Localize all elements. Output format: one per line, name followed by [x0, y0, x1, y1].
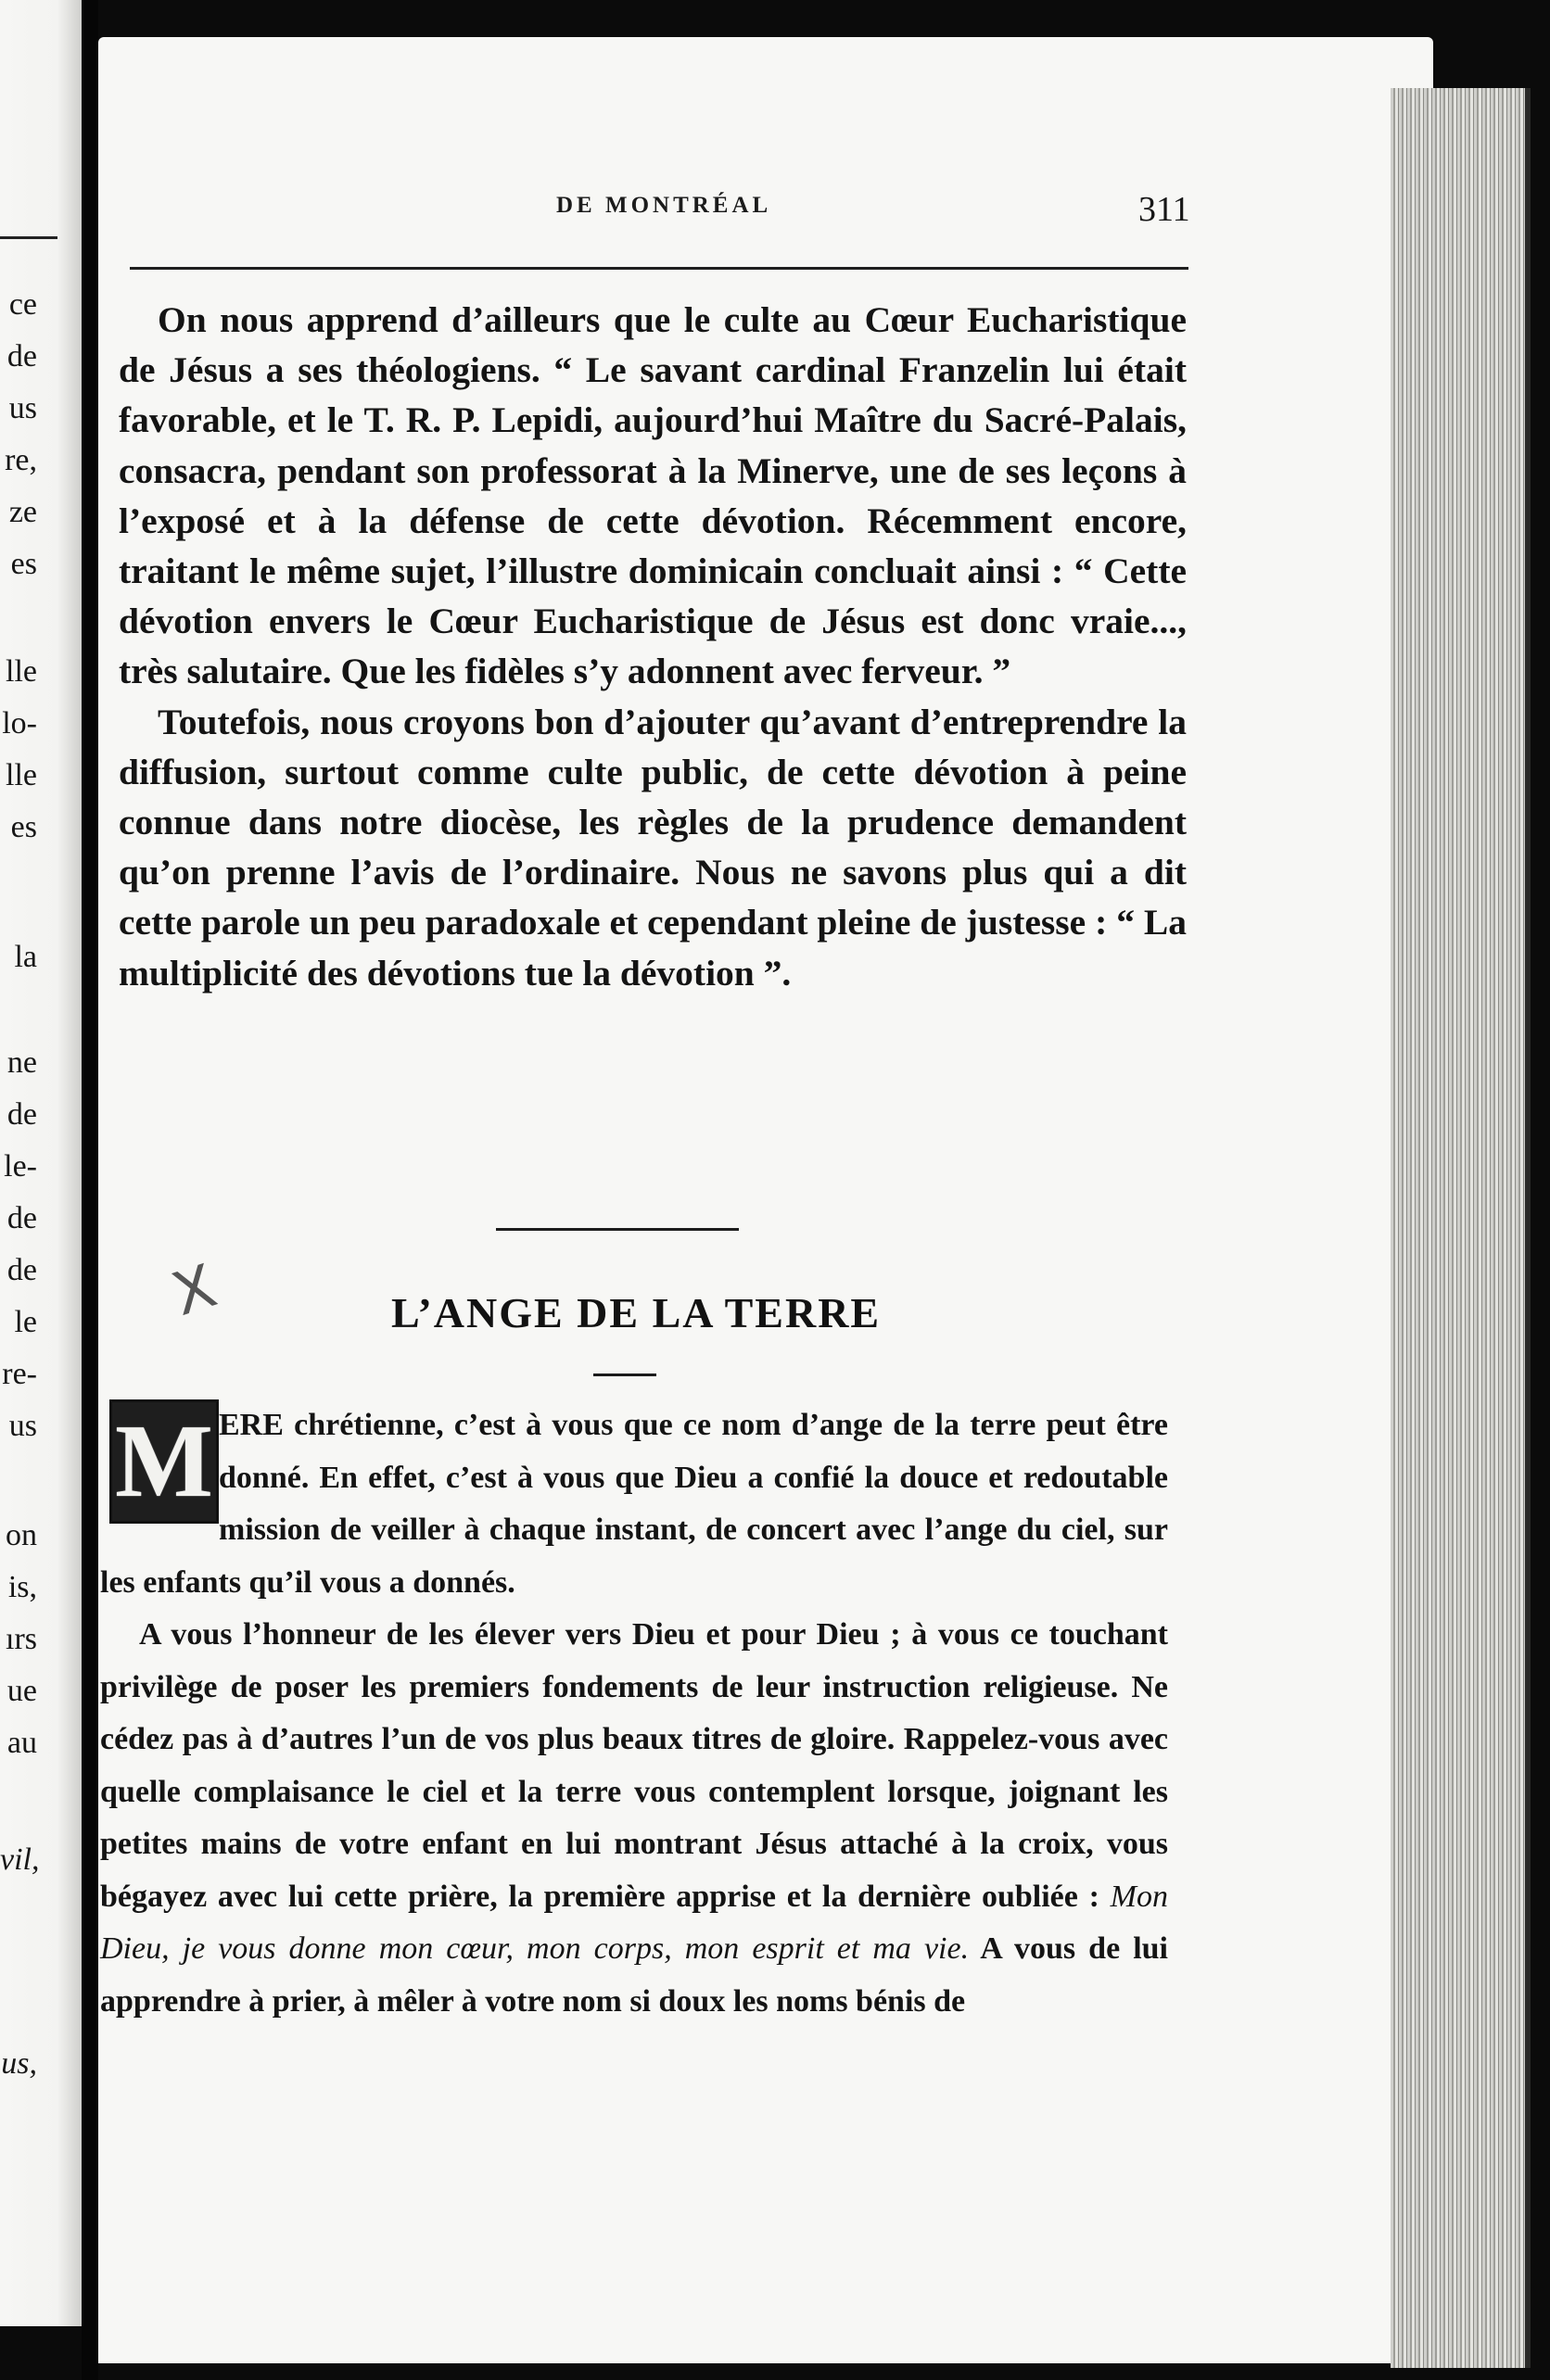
left-page-fragment: de — [6, 1253, 37, 1287]
left-page-fragment: de — [6, 1201, 37, 1235]
left-page-fragment: de — [6, 339, 37, 373]
paragraph: On nous apprend d’ailleurs que le culte au Cœur Eucharistique de Jésus a ses théologiens. “ Le savant cardinal Franzelin lui était favorable, et le T. R. P. Lepidi, aujourd’hui Maître du Sacré-Palais, consacra, pendant son professorat à la Minerve, une de ses leçons à l’exposé et à la défense de cette dévotion. Récemment encore, traitant le même sujet, l’illustre dominicain concluait ainsi : “ Cette dévotion envers le Cœur Eucharistique de Jésus est donc vraie..., très salutaire. Que les fidèles s’y adonnent avec ferveur. ” — [119, 299, 1187, 692]
page-edges — [1391, 88, 1531, 2368]
section-body — [100, 1399, 1168, 2028]
book-gutter — [82, 0, 98, 2380]
left-page-fragment: ne — [6, 1045, 37, 1080]
left-page-fragment: le — [14, 1305, 37, 1339]
left-page-fragment: lo- — [2, 706, 37, 741]
title-rule — [593, 1374, 656, 1376]
left-page-fragment: us — [8, 391, 37, 425]
section-separator — [496, 1228, 739, 1231]
dropcap-ornament — [109, 1399, 219, 1524]
left-page-fragment: us, — [1, 2046, 37, 2081]
header-rule — [130, 267, 1188, 270]
left-page-sliver — [0, 0, 82, 2326]
left-page-fragment: ce — [8, 287, 37, 322]
dropcap-letter: M — [115, 1403, 213, 1519]
left-page-rule — [0, 236, 57, 239]
section-paragraph-2-text: A vous l’honneur de les élever vers Dieu et pour Dieu ; à vous ce touchant privilège de poser les premiers fondements de leur instruction religieuse. Ne cédez pas à d’autres l’un de vos plus beaux titres de gloire. Rappelez-vous avec quelle complaisance le ciel et la terre vous contemplent lorsque, joignant les petites mains de votre enfant en lui montrant Jésus attaché à la croix, vous bégayez avec lui cette prière, la première apprise et la dernière oubliée : — [100, 1617, 1168, 1914]
section-title: L’ANGE DE LA TERRE — [391, 1289, 882, 1336]
running-head: DE MONTRÉAL — [556, 193, 772, 218]
prayer-italic: Mon Dieu, je vous donne mon cœur, mon corps, mon esprit et ma vie. — [100, 1879, 1168, 1966]
body-text — [119, 295, 1187, 998]
left-page-fragment: es — [10, 547, 37, 581]
left-page-fragment: ırs — [6, 1622, 37, 1656]
pencil-mark: X — [164, 1252, 225, 1330]
left-page-fragment: re- — [2, 1357, 37, 1391]
paragraph: Toutefois, nous croyons bon d’ajouter qu’avant d’entreprendre la diffusion, surtout comme culte public, de cette dévotion à peine connue dans notre diocèse, les règles de la prudence demandent qu’on prenne l’avis de l’ordinaire. Nous ne savons plus qui a dit cette parole un peu paradoxale et cependant pleine de justesse : “ La multiplicité des dévotions tue la dévotion ”. — [119, 701, 1187, 994]
left-page-fragment: au — [6, 1726, 37, 1760]
section-paragraph-2 — [100, 1609, 1168, 2028]
left-page-fragment: vil, — [0, 1842, 40, 1877]
left-page-fragment: lle — [6, 654, 37, 689]
left-page-fragment: ue — [6, 1674, 37, 1708]
left-page-fragment: de — [6, 1097, 37, 1132]
section-paragraph-2-end: A vous de lui apprendre à prier, à mêler à votre nom si doux les noms bénis de — [100, 1931, 1169, 2019]
left-page-fragment: lle — [6, 758, 37, 792]
left-page-fragment: es — [10, 810, 37, 844]
left-page-fragment: la — [14, 940, 37, 974]
section-paragraph-1: ERE chrétienne, c’est à vous que ce nom d’ange de la terre peut être donné. En effet, c’est à vous que Dieu a confié la douce et redoutable mission de veiller à chaque instant, de concert avec l’ange du ciel, sur les enfants qu’il vous a donnés. — [100, 1408, 1168, 1600]
left-page-fragment: le- — [4, 1149, 37, 1184]
left-page-fragment: on — [6, 1518, 37, 1552]
left-page-fragment: ze — [8, 495, 37, 529]
left-page-fragment: is, — [7, 1570, 37, 1604]
left-page-fragment: us — [8, 1409, 37, 1443]
page-number: 311 — [1138, 190, 1190, 229]
left-page-fragment: re, — [5, 443, 37, 477]
